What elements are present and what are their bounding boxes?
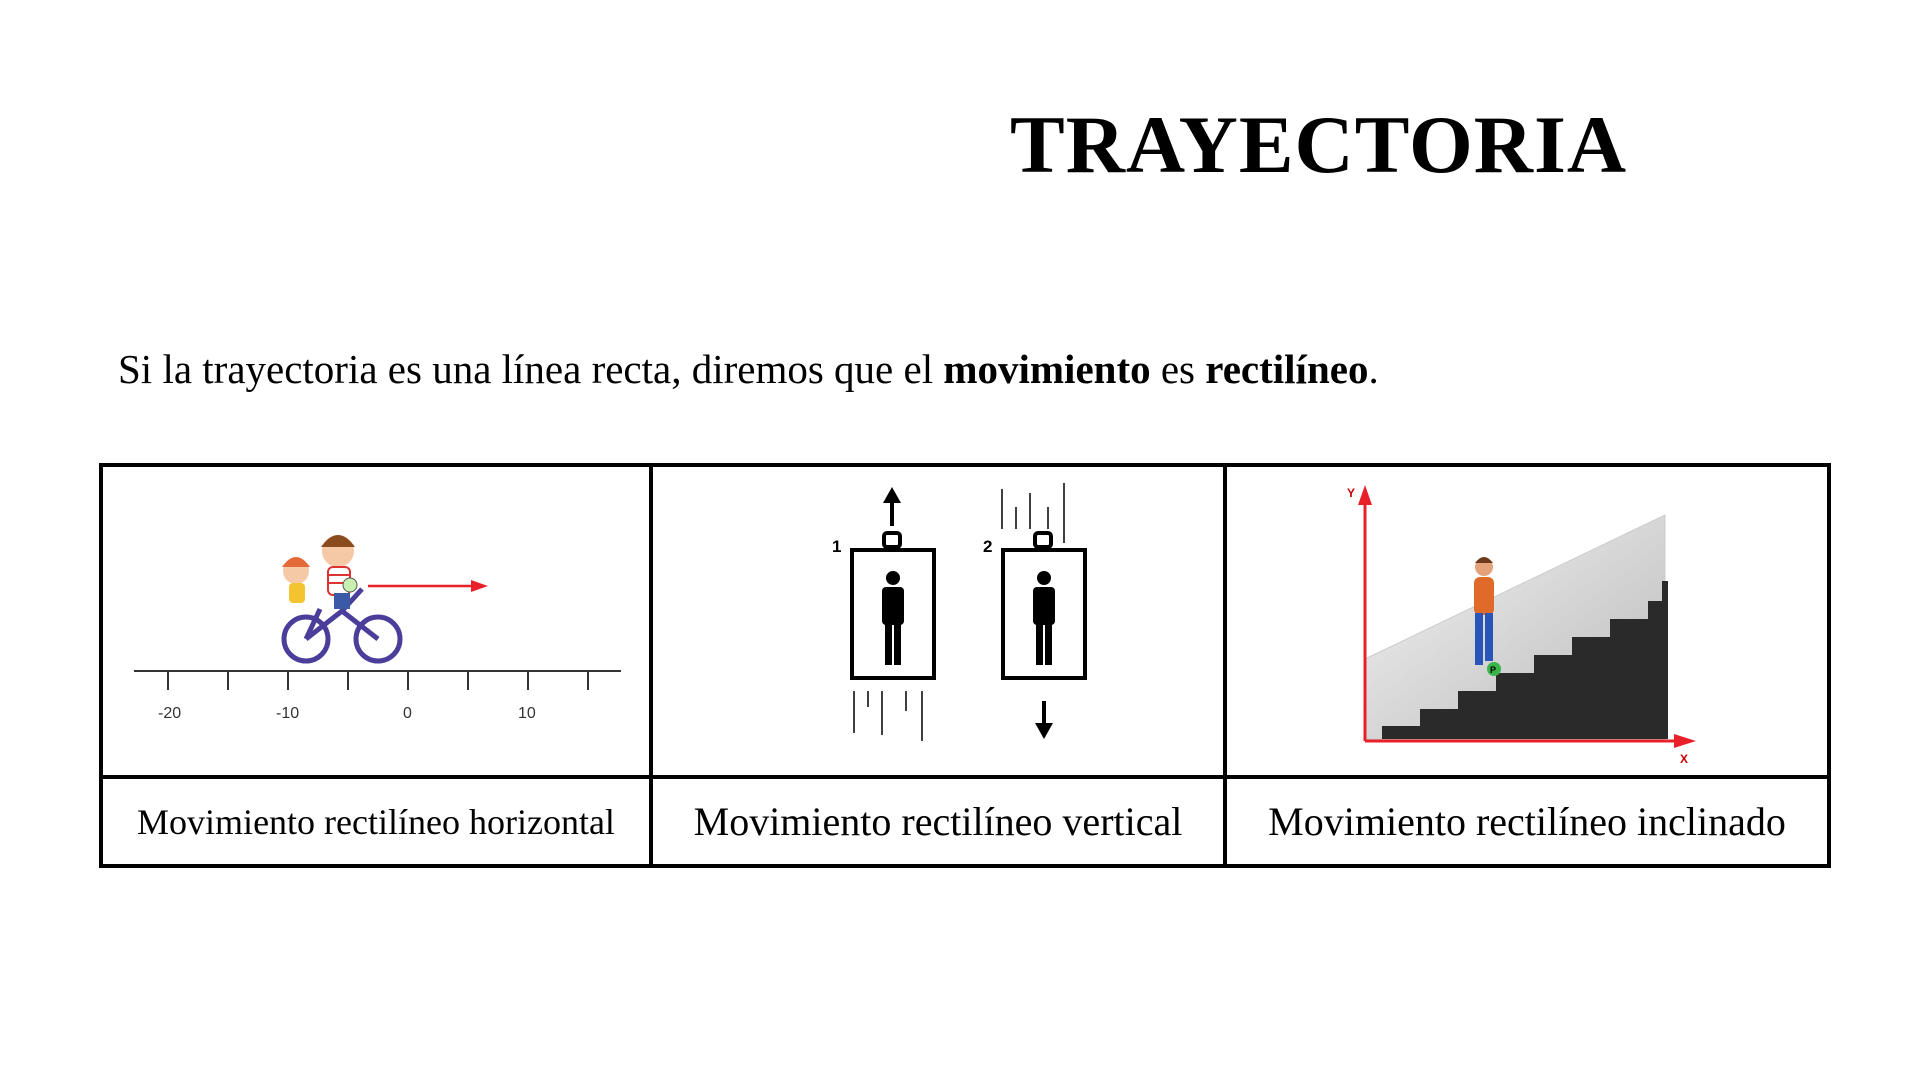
bicycle-children-icon (282, 535, 400, 661)
horizontal-figure-cell (101, 465, 651, 777)
y-axis-arrow-icon (1358, 485, 1372, 505)
vertical-motion-figure (656, 471, 1220, 771)
elevator-down-icon (1002, 483, 1085, 739)
tick-label: -10 (276, 705, 300, 722)
captions-row (101, 777, 1829, 866)
tick-label: 10 (518, 705, 536, 722)
caption-inclined: Movimiento rectilíneo inclinado (1225, 777, 1829, 866)
intro-bold-rectilineo: rectilíneo (1205, 346, 1369, 392)
intro-sentence (118, 346, 1379, 392)
elevator-label: 1 (832, 537, 842, 556)
velocity-arrow-icon (368, 580, 488, 592)
figures-row (101, 465, 1829, 777)
inclined-figure-cell (1225, 465, 1829, 777)
elevator-label: 2 (983, 537, 993, 556)
caption-horizontal: Movimiento rectilíneo horizontal (101, 777, 651, 866)
vertical-figure-cell (651, 465, 1225, 777)
horizontal-motion-figure (106, 471, 646, 771)
intro-bold-movimiento: movimiento (943, 346, 1151, 392)
y-axis-label: Y (1347, 486, 1356, 500)
x-axis-arrow-icon (1674, 734, 1696, 748)
slide-title: TRAYECTORIA (1010, 99, 1628, 190)
tick-label: -20 (158, 705, 182, 722)
x-axis-label: X (1680, 752, 1689, 766)
caption-vertical: Movimiento rectilíneo vertical (651, 777, 1225, 866)
inclined-motion-figure (1230, 471, 1824, 771)
tick-label: 0 (403, 705, 412, 722)
elevator-up-icon (852, 487, 934, 741)
motion-types-table (99, 463, 1831, 868)
point-label: P (1490, 665, 1497, 675)
intro-text-1: Si la trayectoria es una línea recta, diremos que el (118, 346, 944, 392)
intro-text-3: . (1368, 346, 1379, 392)
number-line-ticks (168, 671, 588, 690)
intro-text-2: es (1150, 346, 1206, 392)
